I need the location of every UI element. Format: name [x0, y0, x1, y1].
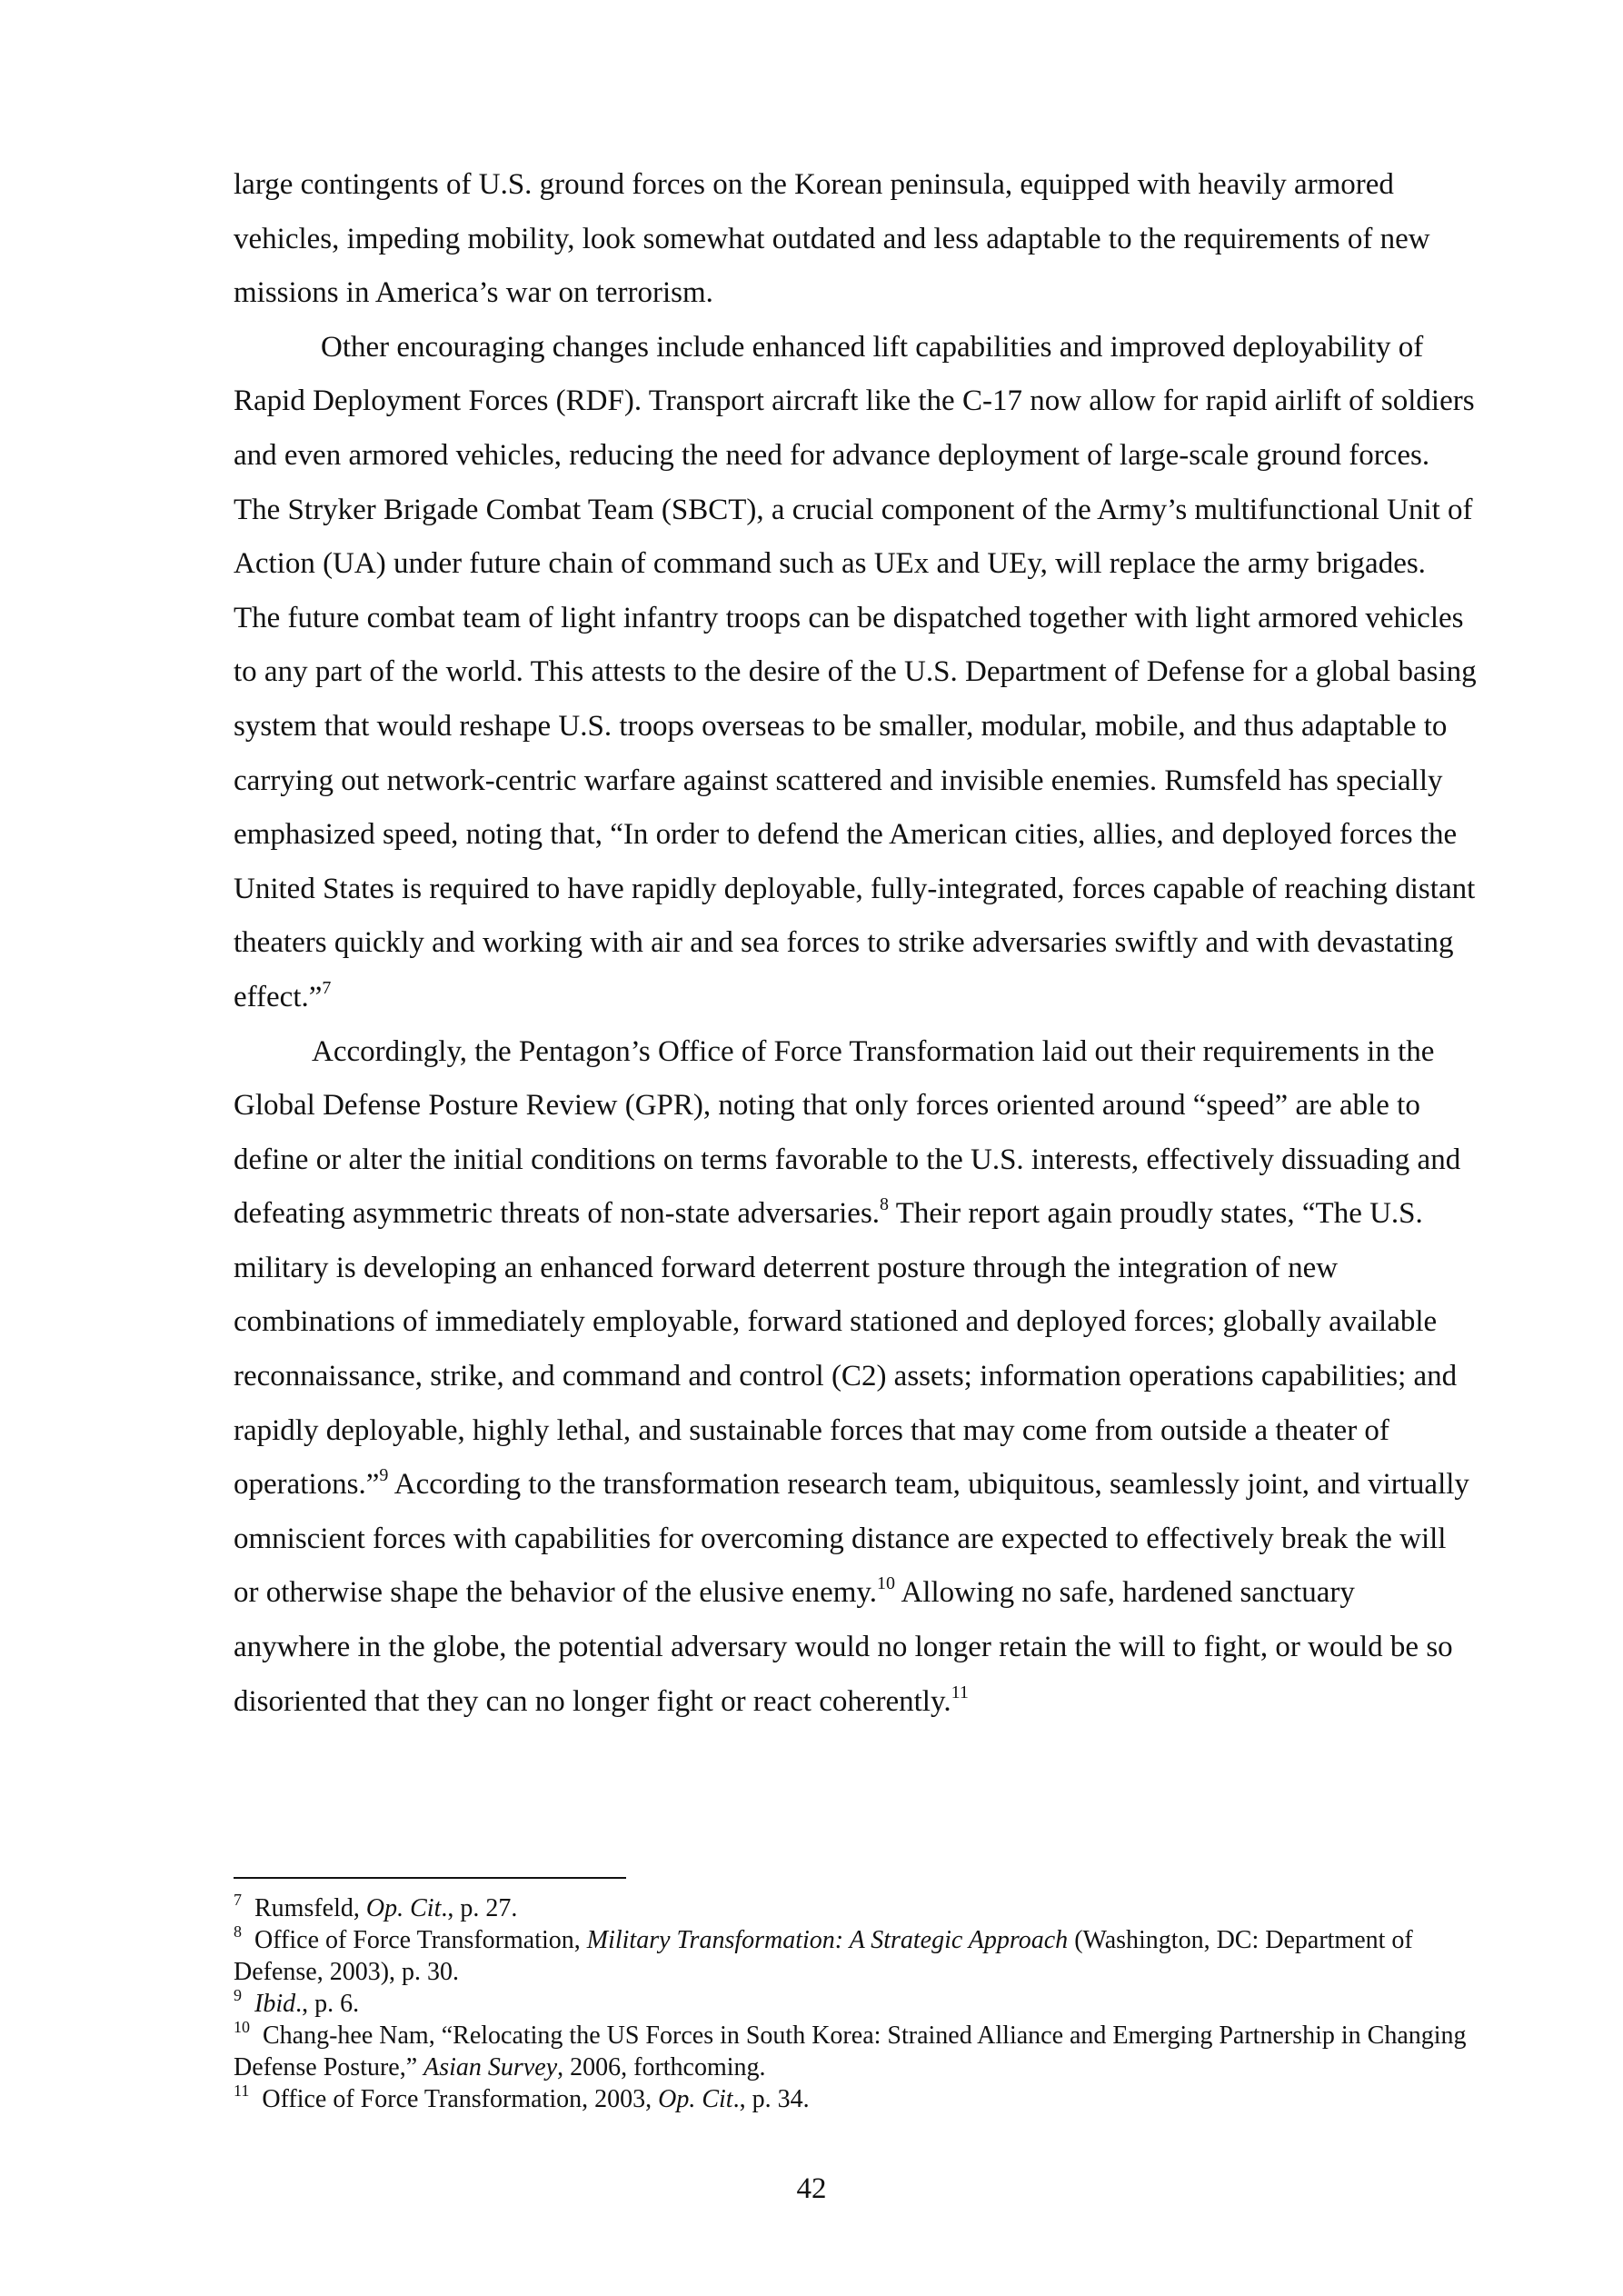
footnotes — [234, 1892, 1479, 2115]
footnote-8 — [234, 1924, 1479, 1988]
footnote-ref-11[interactable]: 11 — [951, 1682, 969, 1702]
footnote-text: Office of Force Transformation, — [254, 1926, 587, 1954]
footnote-italic: Op. Cit — [658, 2085, 733, 2113]
footnote-text: , 2006, forthcoming. — [557, 2053, 766, 2081]
footnote-ref-9[interactable]: 9 — [379, 1465, 389, 1486]
footnote-7 — [234, 1892, 1479, 1924]
footnote-11 — [234, 2083, 1479, 2115]
footnote-number: 8 — [234, 1922, 242, 1941]
paragraph-1-text: large contingents of U.S. ground forces on the Korean peninsula, equipped with heavily armored vehicles, impeding mobility, look somewhat outdated and less adaptable to the requirements of new missions in America’s war on terrorism. — [234, 168, 1430, 310]
footnote-text: Office of Force Transformation, 2003, — [262, 2085, 659, 2113]
footnote-text: ., p. 6. — [295, 1990, 360, 2018]
footnote-separator — [234, 1877, 626, 1879]
footnote-number: 11 — [234, 2081, 250, 2100]
footnote-text: Rumsfeld, — [254, 1894, 366, 1922]
footnote-text: ., p. 34. — [732, 2085, 810, 2113]
paragraph-1 — [234, 158, 1479, 321]
main-text — [234, 158, 1479, 1729]
footnote-text: (Washington, DC: Department of Defense, 2003), p. 30. — [234, 1926, 1413, 1986]
paragraph-3-text-d: Allowing no safe, hardened sanctuary anywhere in the globe, the potential adversary would no longer retain the will to fight, or would be so disoriented that they can no longer fight or react coherently. — [234, 1576, 1453, 1718]
paragraph-3-text-b: Their report again proudly states, “The U.S. military is developing an enhanced forward deterrent posture through the integration of new combinations of immediately employable, forward stationed and deployed forces; globally available reconnaissance, strike, and command and control (C2) assets; information operations capabilities; and rapidly deployable, highly lethal, and sustainable forces that may come from outside a theater of operations.” — [234, 1197, 1458, 1502]
paragraph-3-text-a: Accordingly, the Pentagon’s Office of Force Transformation laid out their requirements in the Global Defense Posture Review (GPR), noting that only forces oriented around “speed” are able to define or alter the initial conditions on terms favorable to the U.S. interests, effectively dissuading and defeating asymmetric threats of non-state adversaries. — [234, 1034, 1461, 1231]
footnote-text: Chang-hee Nam, “Relocating the US Forces in South Korea: Strained Alliance and Emerging Partnership in Changing Defense Posture,” — [234, 2021, 1467, 2081]
footnote-text: ., p. 27. — [441, 1894, 518, 1922]
footnote-number: 9 — [234, 1986, 242, 2004]
footnote-italic: Ibid — [254, 1990, 296, 2018]
footnote-italic: Op. Cit — [365, 1894, 442, 1922]
footnote-10 — [234, 2020, 1479, 2083]
footnote-ref-8[interactable]: 8 — [880, 1194, 890, 1215]
paragraph-2-text: Other encouraging changes include enhanced lift capabilities and improved deployability of Rapid Deployment Forces (RDF). Transport aircraft like the C-17 now allow for rapid airlift of soldiers and even armored vehicles, reducing the need for advance deployment of large-scale ground forces. The Stryker Brigade Combat Team (SBCT), a crucial component of the Army’s multifunctional Unit of Action (UA) under future chain of command such as UEx and UEy, will replace the army brigades. The future combat team of light infantry troops can be dispatched together with light armored vehicles to any part of the world. This attests to the desire of the U.S. Department of Defense for a global basing system that would reshape U.S. troops overseas to be smaller, modular, mobile, and thus adaptable to carrying out network-centric warfare against scattered and invisible enemies. Rumsfeld has specially emphasized speed, noting that, “In order to defend the American cities, allies, and deployed forces the United States is required to have rapidly deployable, fully-integrated, forces capable of reaching distant theaters quickly and working with air and sea forces to strike adversaries swiftly and with devastating effect.” — [234, 330, 1477, 1013]
footnote-number: 10 — [234, 2018, 250, 2036]
footnote-9 — [234, 1988, 1479, 2020]
footnote-italic: Military Transformation: A Strategic Approach — [586, 1926, 1069, 1954]
paragraph-2 — [234, 321, 1479, 1025]
footnote-italic: Asian Survey — [423, 2053, 558, 2081]
footnote-ref-7[interactable]: 7 — [322, 977, 332, 998]
paragraph-3-text-c: According to the transformation research team, ubiquitous, seamlessly joint, and virtually omniscient forces with capabilities for overcoming distance are expected to effectively break the will or otherwise shape the behavior of the elusive enemy. — [234, 1468, 1469, 1610]
page-number: 42 — [796, 2172, 827, 2205]
footnote-ref-10[interactable]: 10 — [877, 1573, 896, 1594]
paragraph-3 — [234, 1025, 1479, 1730]
footnote-number: 7 — [234, 1891, 242, 1909]
